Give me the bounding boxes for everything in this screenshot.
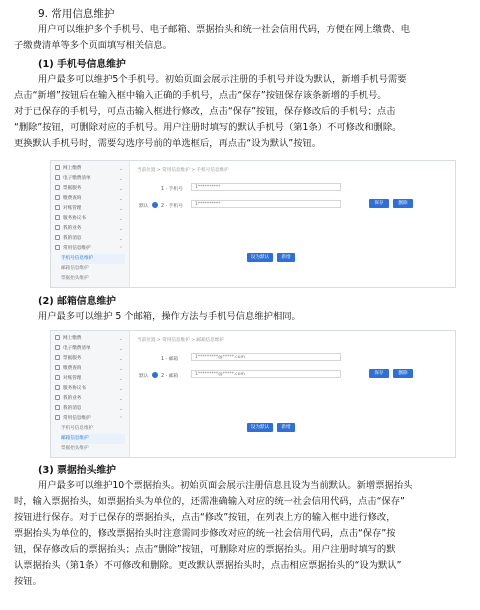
row-label: 2 · 邮箱 bbox=[161, 374, 179, 379]
sidebar-item[interactable]: 电子缴费清单 ⌄ bbox=[55, 344, 125, 354]
chevron-down-icon: ⌄ bbox=[118, 406, 123, 412]
sidebar-item[interactable]: 缴费查询 ⌄ bbox=[55, 364, 125, 374]
paragraph-line: 对于已保存的手机号，可点击输入框进行修改，点击“保存”按钮，保存修改后的手机号；点击 bbox=[14, 106, 396, 117]
menu-icon bbox=[55, 165, 60, 170]
email-input-2[interactable]: 1*********@*****.com bbox=[191, 370, 341, 378]
row-label: 2 · 手机号 bbox=[161, 204, 184, 209]
chevron-down-icon: ⌄ bbox=[118, 226, 123, 232]
default-radio[interactable] bbox=[152, 372, 158, 378]
paragraph-line: 用户最多可以维护5个手机号。初始页面会展示注册的手机号并设为默认，新增手机号需要 bbox=[38, 74, 407, 85]
row-label: 1 · 手机号 bbox=[161, 187, 184, 192]
menu-icon bbox=[55, 375, 60, 380]
paragraph-line: 更换默认手机号时，需要勾选序号前的单选框后，再点击“设为默认”按钮。 bbox=[14, 138, 322, 149]
chevron-down-icon: ⌄ bbox=[118, 196, 123, 202]
phone-input-2[interactable]: 1********** bbox=[191, 200, 341, 208]
email-maintenance-screenshot bbox=[50, 330, 456, 458]
menu-icon bbox=[55, 215, 60, 220]
set-default-button[interactable]: 设为默认 bbox=[247, 253, 273, 262]
sidebar bbox=[51, 161, 130, 287]
menu-icon bbox=[55, 185, 60, 190]
menu-icon bbox=[55, 385, 60, 390]
sidebar-subitem-email[interactable]: 邮箱信息维护 bbox=[61, 434, 125, 444]
default-label: 默认 bbox=[139, 374, 149, 379]
menu-icon bbox=[55, 415, 60, 420]
chevron-up-icon: ⌃ bbox=[118, 246, 123, 252]
save-button[interactable]: 保存 bbox=[369, 199, 389, 208]
menu-icon bbox=[55, 345, 60, 350]
sidebar-item[interactable]: 票据服务 ⌄ bbox=[55, 184, 125, 194]
chevron-down-icon: ⌄ bbox=[118, 206, 123, 212]
chevron-down-icon: ⌄ bbox=[118, 336, 123, 342]
paragraph-line: “删除”按钮，可删除对应的手机号。用户注册时填写的默认手机号（第1条）不可修改和删除。 bbox=[14, 122, 402, 133]
sidebar-item[interactable]: 常用信息维护 ⌃ bbox=[55, 414, 125, 424]
subsection-title: (2) 邮箱信息维护 bbox=[38, 296, 116, 307]
sidebar-subitem-email[interactable]: 邮箱信息维护 bbox=[61, 266, 89, 271]
chevron-down-icon: ⌄ bbox=[118, 186, 123, 192]
menu-icon bbox=[55, 225, 60, 230]
sidebar-item[interactable]: 我的业务 ⌄ bbox=[55, 224, 125, 234]
set-default-button[interactable]: 设为默认 bbox=[247, 423, 273, 432]
sidebar-item[interactable]: 票据服务 ⌄ bbox=[55, 354, 125, 364]
delete-button[interactable]: 删除 bbox=[393, 369, 413, 378]
chevron-down-icon: ⌄ bbox=[118, 346, 123, 352]
subsection-title: (3) 票据抬头维护 bbox=[38, 465, 116, 476]
paragraph-line: 时，输入票据抬头，如票据抬头为单位的，还需准确输入对应的统一社会信用代码，点击“保存” bbox=[14, 496, 405, 507]
menu-icon bbox=[55, 335, 60, 340]
sidebar-item[interactable]: 电子缴费清单 ⌄ bbox=[55, 174, 125, 184]
sidebar-item[interactable]: 服务协议书 ⌄ bbox=[55, 384, 125, 394]
default-radio[interactable] bbox=[152, 202, 158, 208]
chevron-down-icon: ⌄ bbox=[118, 166, 123, 172]
sidebar-subitem-phone[interactable]: 手机号信息维护 bbox=[61, 426, 94, 431]
sidebar-item[interactable]: 缴费查询 ⌄ bbox=[55, 194, 125, 204]
paragraph-line: 按钮进行保存。对于已保存的票据抬头，点击“修改”按钮，在列表上方的输入框中进行修改， bbox=[14, 512, 396, 523]
chevron-down-icon: ⌄ bbox=[118, 356, 123, 362]
chevron-down-icon: ⌄ bbox=[118, 176, 123, 182]
chevron-down-icon: ⌄ bbox=[118, 236, 123, 242]
sidebar-subitem-phone[interactable]: 手机号信息维护 bbox=[61, 254, 125, 264]
paragraph-line: 钮，保存修改后的票据抬头；点击“删除”按钮，可删除对应的票据抬头。用户注册时填写的默 bbox=[14, 544, 396, 555]
sidebar-item[interactable]: 我的消息 ⌄ bbox=[55, 404, 125, 414]
sidebar-subitem-invoice[interactable]: 票据抬头维护 bbox=[61, 276, 89, 281]
sidebar bbox=[51, 331, 130, 457]
save-button[interactable]: 保存 bbox=[369, 369, 389, 378]
chevron-down-icon: ⌄ bbox=[118, 396, 123, 402]
menu-icon bbox=[55, 395, 60, 400]
default-label: 默认 bbox=[139, 204, 149, 209]
paragraph-line: 按钮。 bbox=[14, 576, 42, 587]
sidebar-item[interactable]: 网上缴费 ⌄ bbox=[55, 334, 125, 344]
delete-button[interactable]: 删除 bbox=[393, 199, 413, 208]
phone-maintenance-screenshot bbox=[50, 160, 456, 288]
sidebar-item[interactable]: 对账管理 ⌄ bbox=[55, 374, 125, 384]
paragraph-line: 认票据抬头（第1条）不可修改和删除。更改默认票据抬头时，点击相应票据抬头的“设为默认” bbox=[14, 560, 402, 571]
chevron-down-icon: ⌄ bbox=[118, 376, 123, 382]
email-input-1[interactable]: 1*********@*****.com bbox=[191, 353, 341, 361]
phone-input-1[interactable]: 1********** bbox=[191, 183, 341, 191]
row-label: 1 · 邮箱 bbox=[161, 357, 179, 362]
menu-icon bbox=[55, 235, 60, 240]
intro-line: 用户可以维护多个手机号、电子邮箱、票据抬头和统一社会信用代码，方便在网上缴费、电 bbox=[38, 24, 410, 35]
chevron-up-icon: ⌃ bbox=[118, 416, 123, 422]
sidebar-item[interactable]: 网上缴费 ⌄ bbox=[55, 164, 125, 174]
menu-icon bbox=[55, 205, 60, 210]
chevron-down-icon: ⌄ bbox=[118, 366, 123, 372]
breadcrumb: 当前位置 > 常用信息维护 > 手机号信息维护 bbox=[137, 168, 229, 173]
menu-icon bbox=[55, 175, 60, 180]
menu-icon bbox=[55, 195, 60, 200]
sidebar-item[interactable]: 我的消息 ⌄ bbox=[55, 234, 125, 244]
sidebar-item[interactable]: 服务协议书 ⌄ bbox=[55, 214, 125, 224]
subsection-title: (1) 手机号信息维护 bbox=[38, 59, 126, 70]
menu-icon bbox=[55, 365, 60, 370]
chevron-down-icon: ⌄ bbox=[118, 216, 123, 222]
add-button[interactable]: 新增 bbox=[277, 423, 295, 432]
paragraph-line: 票据抬头为单位的，修改票据抬头时注意需同步修改对应的统一社会信用代码，点击“保存”按 bbox=[14, 528, 396, 539]
paragraph-line: 用户最多可以维护10个票据抬头。初始页面会展示注册信息且设为当前默认。新增票据抬头 bbox=[38, 480, 413, 491]
paragraph-line: 用户最多可以维护 5 个邮箱，操作方法与手机号信息维护相同。 bbox=[38, 311, 301, 322]
menu-icon bbox=[55, 405, 60, 410]
add-button[interactable]: 新增 bbox=[277, 253, 295, 262]
menu-icon bbox=[55, 245, 60, 250]
breadcrumb: 当前位置 > 常用信息维护 > 邮箱信息维护 bbox=[137, 338, 225, 343]
menu-icon bbox=[55, 355, 60, 360]
sidebar-item[interactable]: 对账管理 ⌄ bbox=[55, 204, 125, 214]
section-heading: 9. 常用信息维护 bbox=[38, 8, 115, 20]
intro-line: 子缴费清单等多个页面填写相关信息。 bbox=[14, 40, 173, 51]
sidebar-subitem-invoice[interactable]: 票据抬头维护 bbox=[61, 446, 89, 451]
sidebar-item[interactable]: 常用信息维护 ⌃ bbox=[55, 244, 125, 254]
sidebar-item[interactable]: 我的业务 ⌄ bbox=[55, 394, 125, 404]
chevron-down-icon: ⌄ bbox=[118, 386, 123, 392]
paragraph-line: 点击“新增”按钮后在输入框中输入正确的手机号，点击“保存”按钮保存该条新增的手机号。 bbox=[14, 90, 387, 101]
